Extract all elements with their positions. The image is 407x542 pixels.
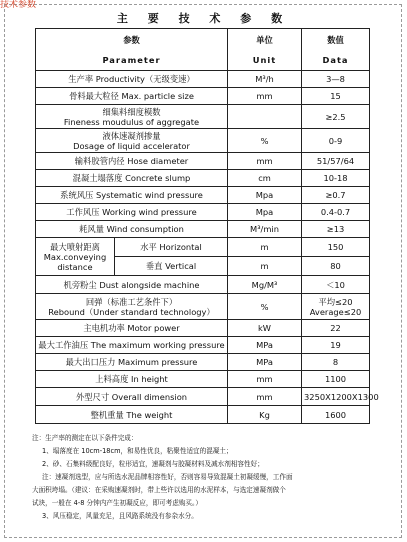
note-2: 2、砂、石集料级配良好，粒形适宜，速凝剂与胶凝材料及减水剂相容性好； — [42, 460, 264, 468]
max-work-param: 最大工作油压 The maximum working pressure — [36, 337, 228, 354]
fineness-unit — [228, 105, 302, 129]
header-param-en: Parameter — [36, 51, 228, 71]
table-row — [36, 388, 370, 406]
table-row — [36, 337, 370, 354]
note-intro: 注：生产率的测定在以下条件完成： — [32, 434, 138, 442]
distance-param-cn: 最大喷射距离 — [50, 241, 100, 252]
notes — [32, 432, 377, 523]
particle-param: 骨料最大粒径 Max. particle size — [36, 88, 228, 105]
wind-param: 耗风量 Wind consumption — [36, 221, 228, 238]
dimension-unit: mm — [228, 388, 302, 406]
table-row — [36, 354, 370, 371]
fineness-param-en: Fineness moudulus of aggregate — [63, 116, 200, 127]
work-pressure-param: 工作风压 Working wind pressure — [36, 204, 228, 221]
header-value-en: Data — [302, 51, 370, 71]
table-row — [36, 204, 370, 221]
table-row — [36, 153, 370, 170]
header-unit-en: Unit — [228, 51, 302, 71]
motor-param: 主电机功率 Motor power — [36, 320, 228, 337]
max-out-param: 最大出口压力 Maximum pressure — [36, 354, 228, 371]
fineness-param-cn: 细集料细度模数 — [102, 106, 161, 117]
weight-value: 1600 — [302, 406, 370, 424]
rebound-param-cn: 回弹（标准工艺条件下） — [85, 296, 178, 307]
motor-unit: kW — [228, 320, 302, 337]
sys-pressure-param: 系统风压 Systematic wind pressure — [36, 187, 228, 204]
hose-unit: mm — [228, 153, 302, 170]
height-value: 1100 — [302, 371, 370, 388]
max-out-unit: MPa — [228, 354, 302, 371]
wind-unit: M³/min — [228, 221, 302, 238]
table-row — [36, 276, 370, 294]
work-pressure-unit: Mpa — [228, 204, 302, 221]
max-work-value: 19 — [302, 337, 370, 354]
slump-value: 10-18 — [302, 170, 370, 187]
header-unit-cn: 单位 — [228, 29, 302, 51]
slump-unit: cm — [228, 170, 302, 187]
distance-horizontal-value: 150 — [302, 238, 370, 257]
note-3: 注：速凝剂选型，应与所选水泥品牌相容性好，否则容易导致混凝土初凝缓慢，工作面 — [42, 473, 293, 481]
spec-table — [35, 28, 379, 424]
rebound-value — [302, 294, 370, 320]
corner-tag: 技术参数 — [0, 0, 37, 10]
table-row — [36, 71, 370, 88]
header-row-en — [36, 51, 370, 71]
rebound-param-en: Rebound（Under standard technology） — [48, 306, 215, 317]
distance-horizontal-unit: m — [228, 238, 302, 257]
distance-horizontal-label: 水平 Horizontal — [115, 238, 228, 257]
header-param-cn: 参数 — [36, 29, 228, 51]
height-unit: mm — [228, 371, 302, 388]
rebound-value-cn: 平均≤20 — [318, 296, 353, 307]
table-row — [36, 371, 370, 388]
table-row — [36, 238, 370, 257]
height-param: 上料高度 In height — [36, 371, 228, 388]
distance-param — [36, 238, 115, 276]
table-row — [36, 320, 370, 337]
sys-pressure-unit: Mpa — [228, 187, 302, 204]
dust-unit: Mg/M³ — [228, 276, 302, 294]
table-row — [36, 88, 370, 105]
rebound-value-en: Average≤20 — [309, 306, 362, 317]
distance-vertical-value: 80 — [302, 257, 370, 276]
table-row — [36, 406, 370, 424]
productivity-unit: M³/h — [228, 71, 302, 88]
productivity-value: 3—8 — [302, 71, 370, 88]
productivity-param: 生产率 Productivity（无级变速） — [36, 71, 228, 88]
table-row — [36, 294, 370, 320]
distance-vertical-label: 垂直 Vertical — [115, 257, 228, 276]
accelerator-param-en: Dosage of liquid accelerator — [73, 140, 190, 151]
dust-value: ＜10 — [302, 276, 370, 294]
max-work-unit: MPa — [228, 337, 302, 354]
note-1: 1、塌落度在 10cm-18cm，和易性优良，粘聚性适宜的混凝土； — [42, 447, 233, 455]
weight-param: 整机重量 The weight — [36, 406, 228, 424]
sys-pressure-value: ≥0.7 — [302, 187, 370, 204]
rebound-param — [36, 294, 228, 320]
particle-value: 15 — [302, 88, 370, 105]
table-row — [36, 221, 370, 238]
dust-param: 机旁粉尘 Dust alongside machine — [36, 276, 228, 294]
note-4: 大面积垮塌。（建议：在采购速凝剂时，带上些许以选用的水泥样本，与选定速凝剂做个 — [32, 486, 286, 494]
fineness-value: ≥2.5 — [302, 105, 370, 129]
table-row — [36, 129, 370, 153]
wind-value: ≥13 — [302, 221, 370, 238]
dimension-value: 3250X1200X1300 — [302, 388, 370, 406]
particle-unit: mm — [228, 88, 302, 105]
hose-value: 51/57/64 — [302, 153, 370, 170]
accelerator-unit: % — [228, 129, 302, 153]
max-out-value: 8 — [302, 354, 370, 371]
note-5: 试块，一般在 4-8 分钟内产生初凝反应，即可考虑购买。） — [32, 499, 202, 507]
fineness-param — [36, 105, 228, 129]
header-row-cn — [36, 29, 370, 51]
accelerator-param-cn: 液体速凝剂掺量 — [102, 130, 161, 141]
distance-vertical-unit: m — [228, 257, 302, 276]
table-row — [36, 105, 370, 129]
page-title: 主 要 技 术 参 数 — [116, 12, 291, 25]
distance-param-en2: distance — [57, 261, 93, 272]
accelerator-value: 0-9 — [302, 129, 370, 153]
weight-unit: Kg — [228, 406, 302, 424]
rebound-unit: % — [228, 294, 302, 320]
slump-param: 混凝土塌落度 Concrete slump — [36, 170, 228, 187]
table-row — [36, 187, 370, 204]
motor-value: 22 — [302, 320, 370, 337]
header-value-cn: 数值 — [302, 29, 370, 51]
dimension-param: 外型尺寸 Overall dimension — [36, 388, 228, 406]
accelerator-param — [36, 129, 228, 153]
hose-param: 输料胶管内径 Hose diameter — [36, 153, 228, 170]
work-pressure-value: 0.4-0.7 — [302, 204, 370, 221]
table-row — [36, 170, 370, 187]
note-6: 3、风压稳定，风量充足，且风路系统没有参杂水分。 — [42, 512, 198, 520]
distance-param-en1: Max.conveying — [43, 251, 107, 262]
